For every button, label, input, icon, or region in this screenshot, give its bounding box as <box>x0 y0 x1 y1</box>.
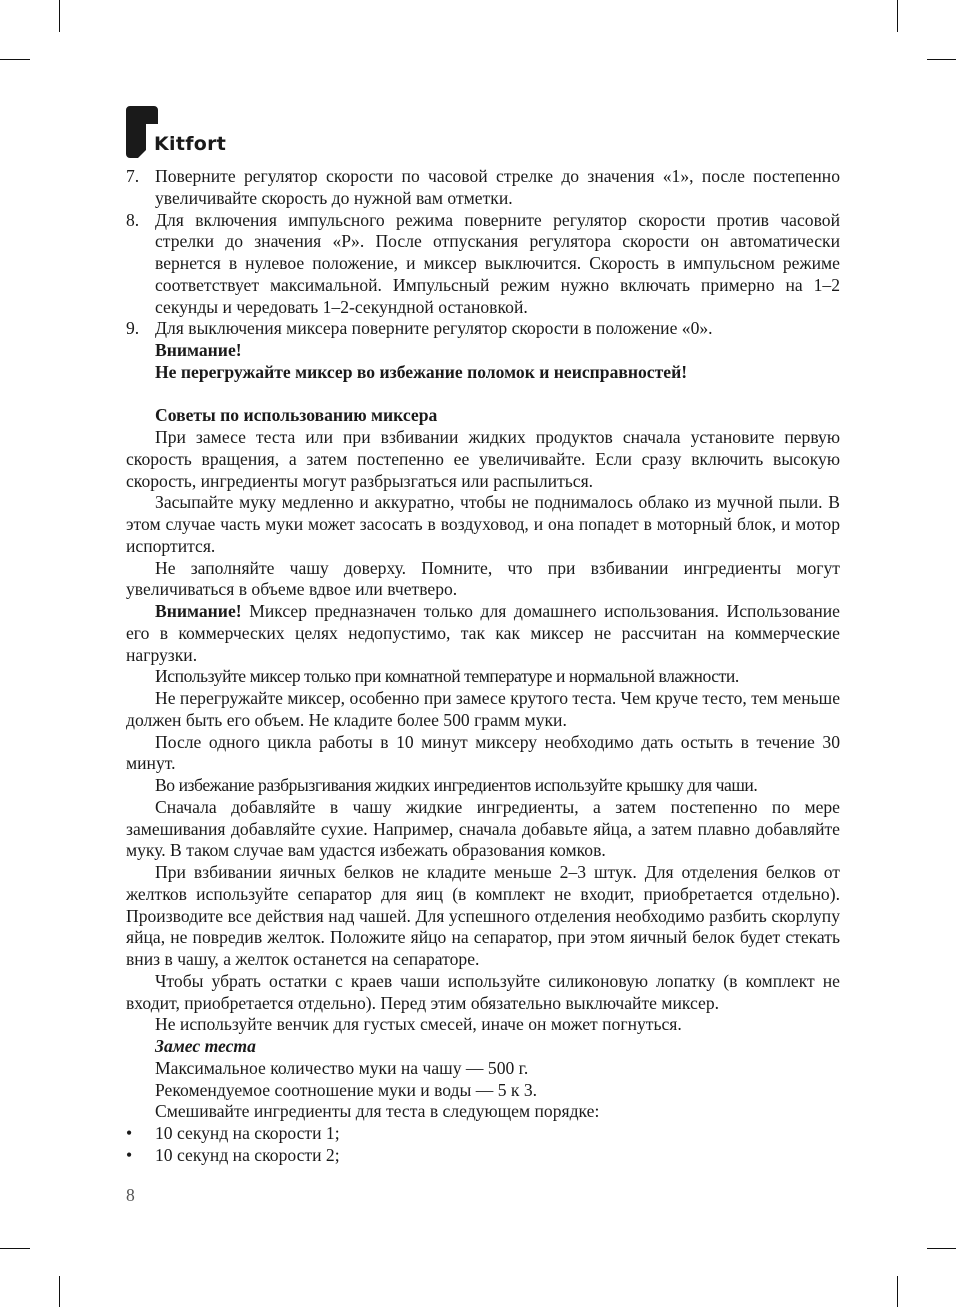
crop-mark <box>0 1248 30 1249</box>
crop-mark <box>927 1248 956 1249</box>
paragraph: После одного цикла работы в 10 минут миксеру необходимо дать остыть в течение 30 минут. <box>126 731 840 774</box>
list-text: Для включения импульсного режима поверните регулятор скорости против часовой стрелки до значения «P». После отпускания регулятора скорости он автоматически вернется в нулевое положение, и миксер выключится. Скорость в импульсном режиме соответствует максимальной. Импульсный режим нужно включать примерно на 1–2 секунды и чередовать 1–2-секундной остановкой. <box>155 209 840 317</box>
paragraph: Используйте миксер только при комнатной температуре и нормальной влажности. <box>155 666 739 687</box>
paragraph-text: Миксер предназначен только для домашнего использования. Использование его в коммерческих целях недопустимо, так как миксер не рассчитан на коммерческие нагрузки. <box>126 601 840 665</box>
warning-text: Не перегружайте миксер во избежание поломок и неисправностей! <box>155 361 688 382</box>
paragraph-bold-lead: Внимание! <box>155 601 242 621</box>
paragraph: При замесе теста или при взбивании жидких продуктов сначала установите первую скорость вращения, а затем постепенно ее увеличивайте. Если сразу включить высокую скорость, ингредиенты могут разбрызгаться или распылиться. <box>126 427 840 491</box>
crop-mark <box>927 59 956 60</box>
paragraph: Засыпайте муку медленно и аккуратно, чтобы не поднималось облако из мучной пыли. В этом случае часть муки может засосать в воздуховод, и она попадет в моторный блок, и мотор испортится. <box>126 492 840 556</box>
bullet-text: 10 секунд на скорости 2; <box>155 1144 340 1165</box>
list-item <box>126 166 840 210</box>
paragraph: Не перегружайте миксер, особенно при замесе крутого теста. Чем круче тесто, тем меньше должен быть его объем. Не кладите более 500 грамм муки. <box>126 688 840 730</box>
section-heading: Замес теста <box>155 1036 256 1056</box>
list-item <box>126 210 840 319</box>
warning-title: Внимание! <box>155 340 242 360</box>
crop-mark <box>897 1276 898 1307</box>
paragraph: При взбивании яичных белков не кладите меньше 2–3 штук. Для отделения белков от желтков используйте сепаратор для яиц (в комплект не входит, приобретается отдельно). Производите все действия над чашей. Для успешного отделения необходимо разбить скорлупу яйца, не повредив желток. Положите яйцо на сепаратор, при этом яичный белок будет стекать вниз в чашу, а желток останется на сепараторе. <box>126 862 840 969</box>
brand-wordmark: Kitfort <box>154 133 227 155</box>
crop-mark <box>59 0 60 32</box>
list-number: 9. <box>126 318 140 339</box>
paragraph <box>126 601 840 666</box>
crop-mark <box>59 1276 60 1307</box>
paragraph: Не заполняйте чашу доверху. Помните, что при взбивании ингредиенты могут увеличиваться в объеме вдвое или вчетверо. <box>126 557 840 600</box>
list-number: 7. <box>126 166 140 186</box>
paragraph: Не используйте венчик для густых смесей, иначе он может погнуться. <box>155 1014 682 1035</box>
paragraph: Чтобы убрать остатки с краев чаши используйте силиконовую лопатку (в комплект не входит, приобретается отдельно). Перед этим обязательно выключайте миксер. <box>126 970 840 1013</box>
bullet-icon: • <box>126 1123 133 1143</box>
list-number: 8. <box>126 209 140 230</box>
paragraph: Во избежание разбрызгивания жидких ингредиентов используйте крышку для чаши. <box>155 775 758 795</box>
paragraph: Максимальное количество муки на чашу — 500 г. <box>155 1057 529 1078</box>
list-text: Поверните регулятор скорости по часовой стрелке до значения «1», после постепенно увеличивайте скорость до нужной вам отметки. <box>155 166 840 208</box>
page-content <box>126 166 840 1167</box>
bullet-item <box>126 1145 840 1167</box>
crop-mark <box>897 0 898 32</box>
list-item <box>126 318 840 340</box>
page-number: 8 <box>126 1185 135 1205</box>
paragraph: Смешивайте ингредиенты для теста в следующем порядке: <box>155 1101 600 1122</box>
section-heading: Советы по использованию миксера <box>155 405 438 426</box>
spacer <box>126 384 840 406</box>
bullet-item <box>126 1123 840 1145</box>
crop-mark <box>0 59 30 60</box>
paragraph: Рекомендуемое соотношение муки и воды — 5 к 3. <box>155 1079 538 1100</box>
bullet-text: 10 секунд на скорости 1; <box>155 1123 340 1143</box>
list-text: Для выключения миксера поверните регулятор скорости в положение «0». <box>155 318 713 339</box>
bullet-icon: • <box>126 1144 133 1165</box>
paragraph: Сначала добавляйте в чашу жидкие ингредиенты, а затем постепенно по мере замешивания добавляйте сухие. Например, сначала добавьте яйца, а затем плавно добавляйте муку. В таком случае вам удастся избежать образования комков. <box>126 796 840 861</box>
